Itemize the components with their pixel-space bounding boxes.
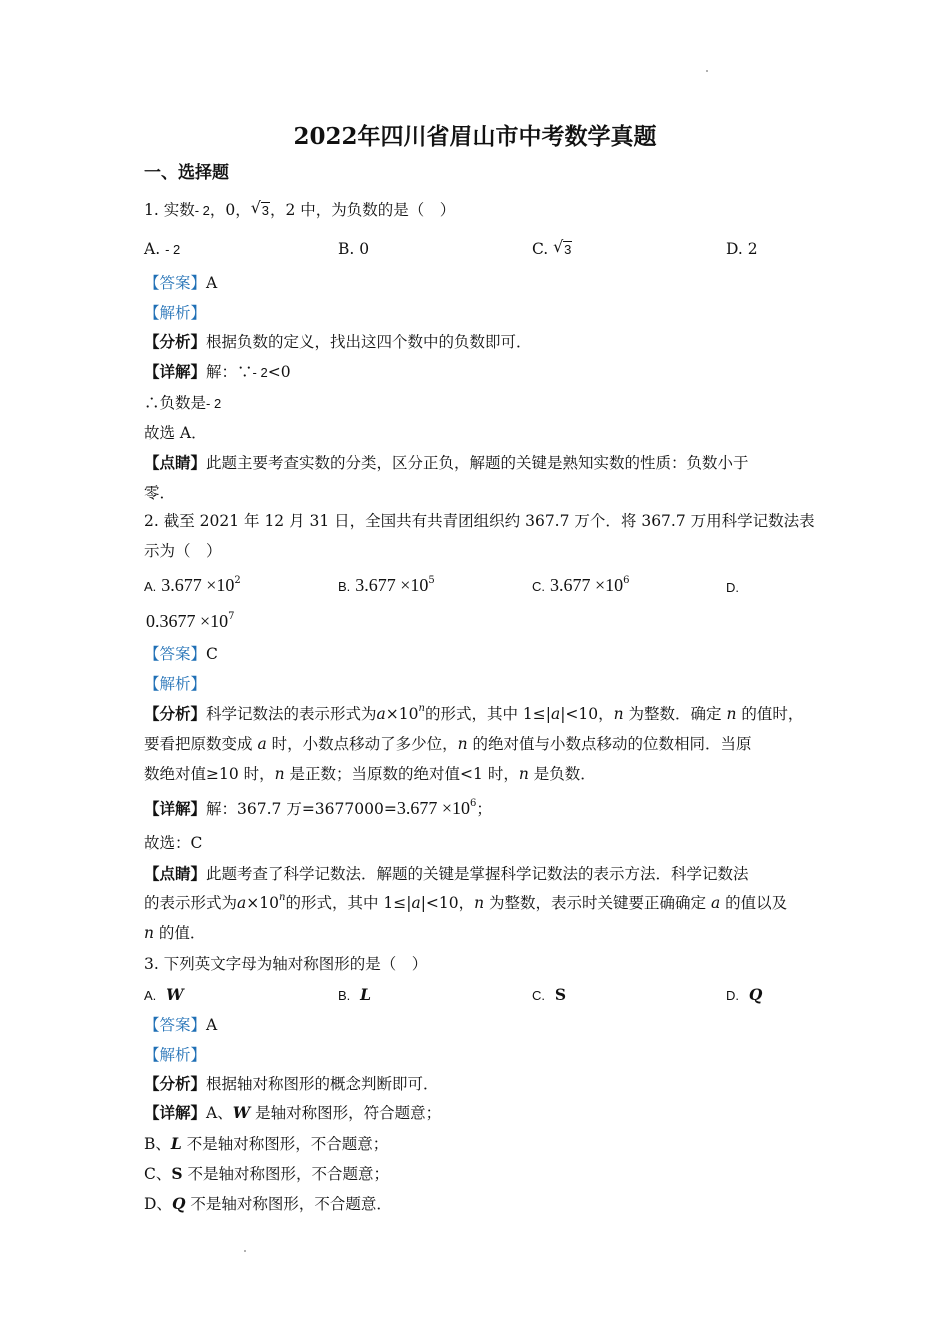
q1-option-b: B. 0 xyxy=(338,240,370,258)
page-title: 2022年四川省眉山市中考数学真题 xyxy=(293,123,657,150)
q2-fenxi-cont: 数绝对值≥10 时，n 是正数；当原数的绝对值<1 时，n 是负数． xyxy=(144,765,596,783)
q3-option-d: D. Q xyxy=(726,985,763,1004)
q3-option-a: A. W xyxy=(144,985,184,1004)
q2-option-d: $0.3677 \times 10^7$ xyxy=(146,611,235,631)
q3-line-b: B、L 不是轴对称图形，不合题意； xyxy=(144,1134,389,1153)
q2-fenxi: 【分析】科学记数法的表示形式为$a\times 10^n$的形式，其中 1≤|a|<10，n 为整数．确定 n 的值时， xyxy=(144,703,804,723)
q3-jiexi: 【解析】 xyxy=(144,1046,207,1064)
q2-option-b: B. $3.677 \times 10^5$ xyxy=(338,575,435,595)
section-heading: 一、选择题 xyxy=(144,163,229,183)
q1-dianjing: 【点睛】此题主要考查实数的分类，区分正负，解题的关键是熟知实数的性质：负数小于 xyxy=(144,453,749,472)
speck-mark xyxy=(706,70,708,72)
q2-fenxi-cont: 要看把原数变成 a 时，小数点移动了多少位，n 的绝对值与小数点移动的位数相同．当原 xyxy=(144,735,752,753)
q1-option-c: C. √ 3 xyxy=(532,238,572,261)
q1-stem: 1. 实数- 2，0， √ 3，2 中，为负数的是（ ） xyxy=(144,199,455,222)
q1-answer: 【答案】A xyxy=(144,274,218,292)
q3-option-c: C. S xyxy=(532,985,567,1004)
q3-answer: 【答案】A xyxy=(144,1016,218,1034)
sqrt-symbol: √ 3 xyxy=(553,237,572,257)
q1-choose: 故选 A． xyxy=(144,424,207,442)
sqrt-symbol: √ 3 xyxy=(250,198,269,218)
q2-stem-cont: 示为（ ） xyxy=(144,542,222,560)
q1-therefore: ∴负数是- 2 xyxy=(144,394,222,412)
q1-xiangjie: 【详解】解：∵- 2<0 xyxy=(144,362,291,381)
q3-stem: 3. 下列英文字母为轴对称图形的是（ ） xyxy=(144,955,428,973)
q3-option-b: B. L xyxy=(338,985,372,1004)
q3-fenxi: 【分析】根据轴对称图形的概念判断即可． xyxy=(144,1074,439,1093)
q2-stem: 2. 截至 2021 年 12 月 31 日，全国共有共青团组织约 367.7 万个．将 367.7 万用科学记数法表 xyxy=(144,512,815,530)
q3-line-d: D、Q 不是轴对称图形，不合题意． xyxy=(144,1194,392,1213)
q2-dianjing-cont: 的表示形式为$a\times 10^n$的形式，其中 1≤|a|<10，n 为整数，表示时关键要正确确定 a 的值以及 xyxy=(144,892,788,912)
q2-option-c: C. $3.677 \times 10^6$ xyxy=(532,575,630,595)
q1-option-d: D. 2 xyxy=(726,240,758,258)
q2-dianjing-cont: n 的值． xyxy=(144,924,206,942)
q3-xiangjie: 【详解】A、W 是轴对称图形，符合题意； xyxy=(144,1103,442,1122)
q1-fenxi: 【分析】根据负数的定义，找出这四个数中的负数即可． xyxy=(144,332,532,351)
speck-mark xyxy=(244,1250,246,1252)
q1-dianjing-cont: 零． xyxy=(144,484,176,502)
q2-choose: 故选：C xyxy=(144,834,203,852)
q2-dianjing: 【点睛】此题考查了科学记数法．解题的关键是掌握科学记数法的表示方法．科学记数法 xyxy=(144,864,749,883)
q2-xiangjie: 【详解】解：367.7 万$=3677000=3.677 \times 10^6$； xyxy=(144,798,492,818)
q2-jiexi: 【解析】 xyxy=(144,675,207,693)
q2-option-d-label: D. xyxy=(726,580,739,595)
q2-option-a: A. $3.677 \times 10^2$ xyxy=(144,575,241,595)
q2-answer: 【答案】C xyxy=(144,645,218,663)
q3-line-c: C、S 不是轴对称图形，不合题意； xyxy=(144,1164,390,1183)
q1-jiexi: 【解析】 xyxy=(144,304,207,322)
q1-option-a: A. - 2 xyxy=(144,240,181,258)
